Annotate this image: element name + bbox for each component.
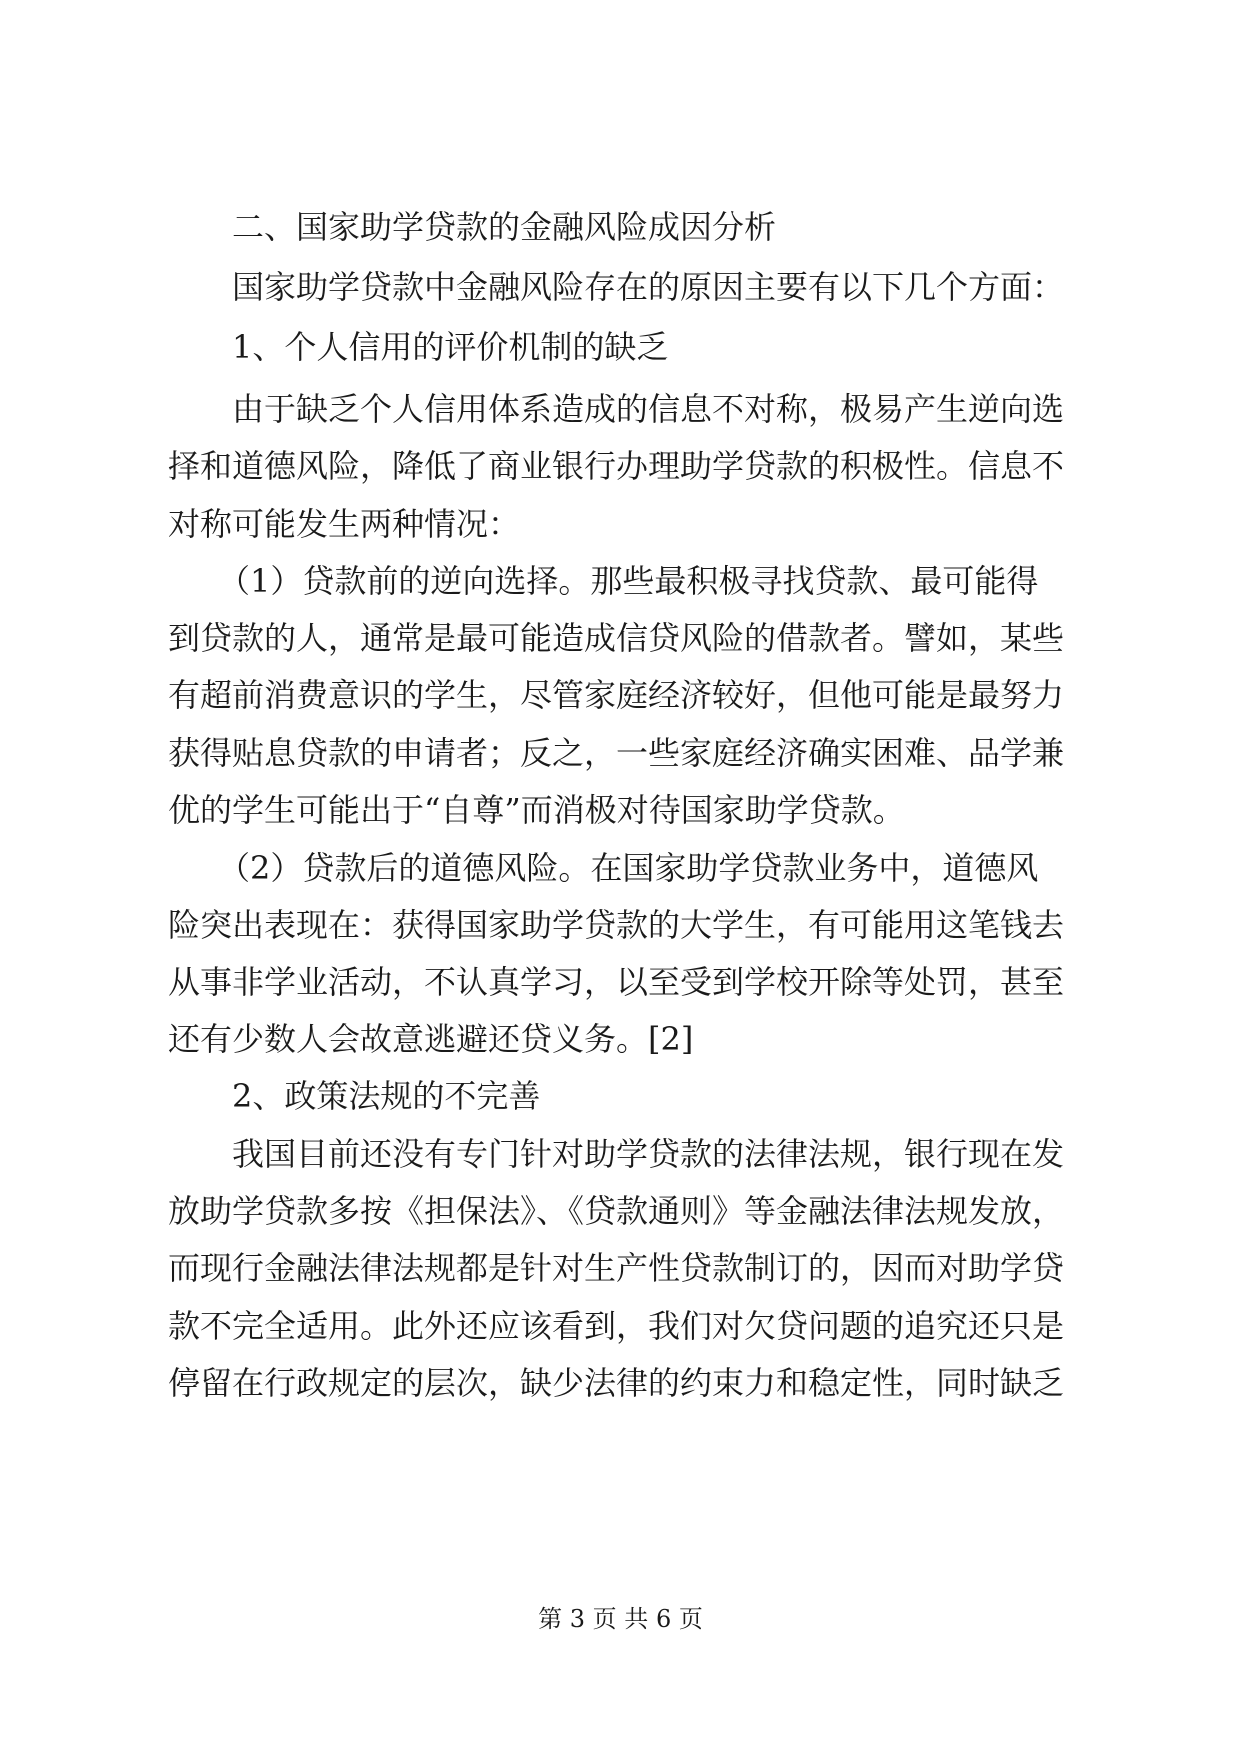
page-number: 第 3 页 共 6 页 [538,1605,703,1633]
paragraph-line: 择和道德风险，降低了商业银行办理助学贷款的积极性。信息不 [168,447,1065,485]
paragraph-line: 停留在行政规定的层次，缺少法律的约束力和稳定性，同时缺乏 [168,1364,1065,1402]
paragraph-line: 款不完全适用。此外还应该看到，我们对欠贷问题的追究还只是 [168,1307,1065,1345]
paragraph-line: 而现行金融法律法规都是针对生产性贷款制订的，因而对助学贷 [168,1249,1065,1287]
paragraph-line: 从事非学业活动，不认真学习，以至受到学校开除等处罚，甚至 [168,963,1065,1001]
paragraph-line: 获得贴息贷款的申请者；反之，一些家庭经济确实困难、品学兼 [168,734,1065,772]
paragraph-line: 放助学贷款多按《担保法》、《贷款通则》等金融法律法规发放， [168,1192,1065,1230]
subsection-heading: 1、个人信用的评价机制的缺乏 [232,328,669,366]
paragraph-line: 由于缺乏个人信用体系造成的信息不对称，极易产生逆向选 [232,390,1065,428]
paragraph-line: 我国目前还没有专门针对助学贷款的法律法规，银行现在发 [232,1135,1065,1173]
subsection-heading: 2、政策法规的不完善 [232,1077,541,1115]
paragraph-line: 有超前消费意识的学生，尽管家庭经济较好，但他可能是最努力 [168,676,1065,714]
paragraph-line: （1）贷款前的逆向选择。那些最积极寻找贷款、最可能得 [218,562,1039,600]
paragraph-line: 优的学生可能出于“自尊”而消极对待国家助学贷款。 [168,791,905,829]
section-heading: 二、国家助学贷款的金融风险成因分析 [232,208,777,246]
paragraph-line: 国家助学贷款中金融风险存在的原因主要有以下几个方面： [232,268,1065,306]
paragraph-line: 对称可能发生两种情况： [168,505,521,543]
paragraph-line: 到贷款的人，通常是最可能造成信贷风险的借款者。譬如，某些 [168,619,1065,657]
paragraph-line: 还有少数人会故意逃避还贷义务。[2] [168,1020,694,1058]
paragraph-line: 险突出表现在：获得国家助学贷款的大学生，有可能用这笔钱去 [168,906,1065,944]
paragraph-line: （2）贷款后的道德风险。在国家助学贷款业务中，道德风 [218,849,1039,887]
